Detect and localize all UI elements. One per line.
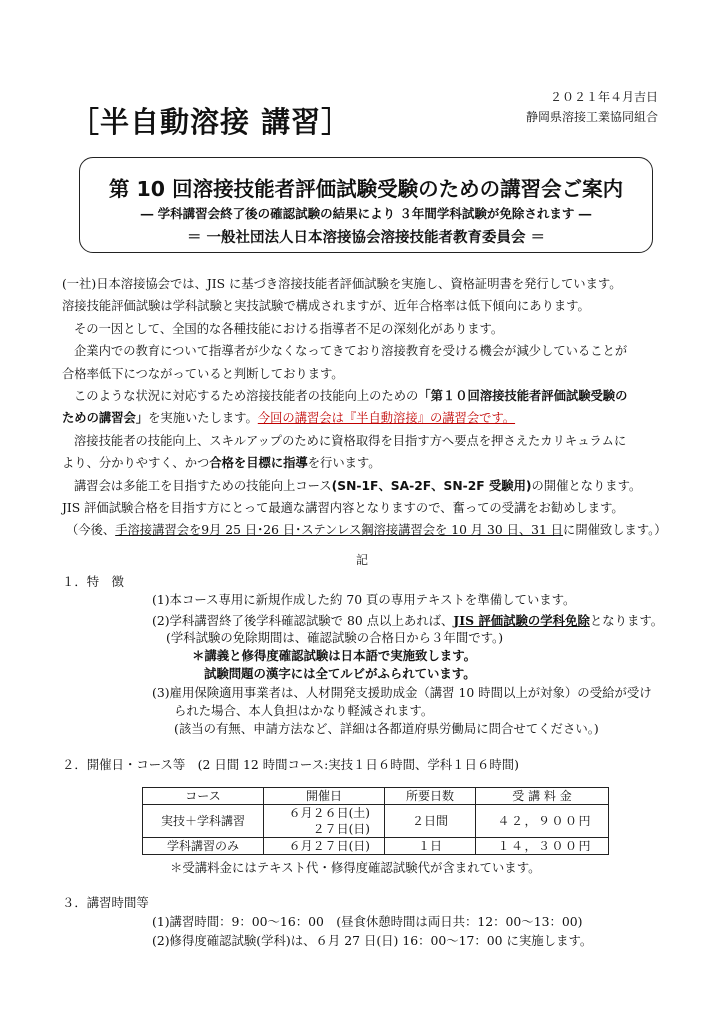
table-cell: ４２，９００円 [476,805,609,838]
issue-date: ２０２１年４月吉日 [549,90,658,104]
table-row [143,838,609,855]
intro-text: 講習会は多能工を目指すための技能向上コース [74,478,332,493]
intro-text: を実施いたします。 [148,411,258,426]
intro-bold: 「第１０回溶接技能者評価試験受験の [418,387,628,403]
intro-text: に開催致します。） [563,523,667,538]
intro-line: (一社)日本溶接協会では、JIS に基づき溶接技能者評価試験を実施し、資格証明書を発行しています。 [62,277,622,291]
intro-line [62,407,672,429]
ki-marker: 記 [356,553,369,567]
table-header: 所要日数 [385,788,476,805]
banner-title: 第 10 回溶接技能者評価試験受験のための講習会ご案内 [108,177,624,201]
feature-text: となります。 [589,613,664,628]
header-info [526,87,658,127]
feature-note: (学科試験の免除期間は、確認試験の合格日から３年間です。) [166,630,504,645]
intro-line: その一因として、全国的な各種技能における指導者不足の深刻化があります。 [74,321,504,336]
feature-note: (該当の有無、申請方法など、詳細は各都道府県労働局に問合せてください。) [174,721,599,736]
intro-underline: 手溶接講習会を9月 25 日･26 日･ステンレス鋼溶接講習会を 10 月 30 日、31 日 [115,523,564,538]
table-row [143,805,609,838]
title-banner [79,157,653,253]
intro-bold: ための講習会」 [62,410,149,426]
table-header: 開催日 [264,788,385,805]
fee-table [142,787,609,855]
table-cell: 学科講習のみ [143,838,264,855]
intro-line: 合格率低下につながっていると判断しております。 [62,366,344,381]
table-cell: ６月２７日(日) [264,838,385,855]
intro-line [62,385,672,407]
date-line: ２７日(日) [312,822,370,836]
feature-bold: JIS 評価試験の学科免除 [453,613,590,628]
section-heading-hours: ３．講習時間等 [62,895,149,910]
intro-text: （今後、 [66,523,116,538]
intro-highlight: 今回の講習会は『半自動溶接』の講習会です。 [257,411,516,426]
hours-item: (2)修得度確認試験(学科)は、６月 27 日(日) 16：00～17：00 に実施します。 [152,933,593,948]
intro-line: 溶接技能者の技能向上、スキルアップのために資格取得を目指す方へ要点を押さえたカリキュラムに [74,433,627,448]
table-header-row [143,788,609,805]
intro-text: を行います。 [307,456,381,471]
feature-bold-note: ＊講義と修得度確認試験は日本語で実施致します。 [192,648,476,663]
date-line: ６月２６日(土) [288,806,370,820]
table-cell: １日 [385,838,476,855]
intro-line: 企業内での教育について指導者が少なくなってきており溶接教育を受ける機会が減少していることが [74,344,628,359]
intro-line [62,519,672,541]
intro-line: 溶接技能評価試験は学科試験と実技試験で構成されますが、近年合格率は低下傾向にあります。 [62,299,590,314]
section-heading-features: １．特 徴 [62,574,124,589]
feature-item: られた場合、本人負担はかなり軽減されます。 [174,703,434,718]
banner-organizer: ＝ 一般社団法人日本溶接協会溶接技能者教育委員会 ＝ [186,230,546,246]
table-cell: １４，３００円 [476,838,609,855]
page-title: ［半自動溶接 講習］ [70,105,352,139]
table-header: コース [143,788,264,805]
table-cell [264,805,385,838]
feature-text: (2)学科講習終了後学科確認試験で 80 点以上あれば、 [152,613,454,628]
intro-text: の開催となります。 [531,478,642,493]
intro-line [62,452,672,474]
intro-section [62,273,672,542]
feature-bold-note: 試験問題の漢字には全てルビがふられています。 [204,666,476,681]
table-header: 受 講 料 金 [476,788,609,805]
feature-item: (3)雇用保険適用事業者は、人材開発支援助成金（講習 10 時間以上が対象）の受給が受け [152,685,652,700]
hours-item: (1)講習時間：9：00～16：00 (昼食休憩時間は両日共：12：00～13：00) [152,914,583,929]
fee-note: ＊受講料金にはテキスト代・修得度確認試験代が含まれています。 [170,860,541,875]
section-heading-schedule: ２．開催日・コース等 (2 日間 12 時間コース:実技１日６時間、学科１日６時間) [62,757,519,772]
feature-item: (1)本コース専用に新規作成した約 70 頁の専用テキストを準備しています。 [152,592,576,607]
banner-subtitle: ― 学科講習会終了後の確認試験の結果により ３年間学科試験が免除されます ― [140,206,592,221]
table-cell: ２日間 [385,805,476,838]
organization-name: 静岡県溶接工業協同組合 [525,110,658,124]
intro-bold: (SN-1F、SA-2F、SN-2F 受験用) [331,478,532,493]
intro-text: このような状況に対応するため溶接技能者の技能向上のための [74,388,419,403]
intro-line [62,475,672,497]
intro-bold: 合格を目標に指導 [209,455,308,471]
intro-text: より、分かりやすく、かつ [62,456,210,471]
feature-item [152,613,663,628]
intro-line: JIS 評価試験合格を目指す方にとって最適な講習内容となりますので、奮っての受講をお勧めします。 [62,500,624,515]
table-cell: 実技＋学科講習 [143,805,264,838]
